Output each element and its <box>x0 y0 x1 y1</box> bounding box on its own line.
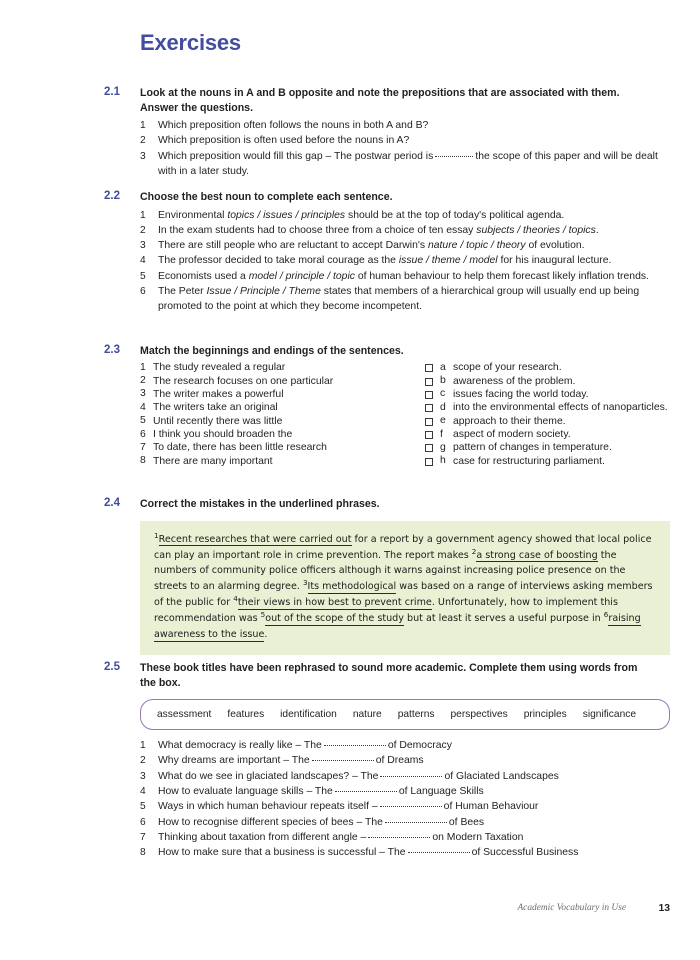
item-pre: Economists used a <box>158 270 249 282</box>
item-pre: The Peter <box>158 285 207 297</box>
item-marker: 7 <box>140 441 146 453</box>
exercise-2-3 <box>104 344 670 475</box>
item-text: There are many important <box>153 455 273 467</box>
item-post: of evolution. <box>525 240 585 252</box>
item-marker: 2 <box>140 224 146 236</box>
exercise-rubric: Correct the mistakes in the underlined phrases. <box>140 498 380 510</box>
item-marker: 8 <box>140 847 146 859</box>
item-text: awareness of the problem. <box>453 375 576 387</box>
item-text: scope of your research. <box>453 362 562 374</box>
item-marker: d <box>440 401 446 413</box>
item-post: for his inaugural lecture. <box>497 255 612 267</box>
item-marker: 2 <box>140 755 146 767</box>
exercise-2-1 <box>104 86 670 180</box>
item-marker: 1 <box>140 120 146 132</box>
exercise-rubric: Match the beginnings and endings of the sentences. <box>140 345 404 357</box>
item-text: Which preposition is often used before the nouns in A? <box>158 135 410 147</box>
item-text-after: of Human Behaviour <box>443 801 539 813</box>
error-marker: 6 <box>603 610 609 620</box>
table-row <box>140 430 410 443</box>
item-marker: c <box>440 388 446 400</box>
word-bank-item[interactable]: significance <box>582 709 636 721</box>
question-list <box>140 119 670 179</box>
underlined-phrase[interactable]: a strong case of boosting <box>476 549 598 561</box>
underlined-phrase[interactable]: raising awareness to the issue <box>154 613 641 641</box>
exercise-2-2 <box>104 190 670 315</box>
choice-options[interactable]: nature / topic / theory <box>427 240 526 252</box>
item-post: should be at the top of today's political agenda. <box>345 209 565 221</box>
matching-beginnings-column <box>140 363 410 470</box>
item-text-after: of Language Skills <box>398 786 484 798</box>
exercise-number: 2.2 <box>104 190 120 202</box>
list-item <box>140 285 670 315</box>
item-text-after: the scope of this paper and will be dealt with in a later study. <box>158 150 658 177</box>
page-footer <box>0 903 700 923</box>
table-row <box>140 456 410 469</box>
item-text: Until recently there was little <box>153 415 283 427</box>
word-bank <box>140 699 670 730</box>
answer-gap[interactable] <box>435 156 473 157</box>
answer-gap[interactable] <box>368 837 430 838</box>
item-text-before: What democracy is really like – The <box>158 740 322 752</box>
item-text-after: of Democracy <box>387 740 452 752</box>
item-text: into the environmental effects of nanoparticles. <box>453 402 668 414</box>
match-checkbox[interactable] <box>425 391 433 399</box>
list-item <box>140 224 670 239</box>
match-checkbox[interactable] <box>425 378 433 386</box>
exercise-rubric: These book titles have been rephrased to sound more academic. Complete them using words from the box. <box>140 662 638 689</box>
passage-text: . Unfortunately, how to implement this recommendation was <box>154 597 618 625</box>
choice-options[interactable]: Issue / Principle / Theme <box>206 285 321 297</box>
table-row <box>140 403 410 416</box>
page-title: Exercises <box>140 30 241 55</box>
item-text: pattern of changes in temperature. <box>453 442 612 454</box>
answer-gap[interactable] <box>380 806 442 807</box>
item-marker: 2 <box>140 375 146 386</box>
item-text: The writers take an original <box>153 402 278 414</box>
list-item <box>140 816 670 831</box>
table-row <box>425 403 700 416</box>
item-text-after: on Modern Taxation <box>432 831 524 843</box>
answer-gap[interactable] <box>380 776 442 777</box>
item-text-before: How to make sure that a business is successful – The <box>158 847 406 859</box>
exercise-rubric: Look at the nouns in A and B opposite and note the prepositions that are associated with them. Answer the questions. <box>140 87 620 114</box>
word-bank-item[interactable]: principles <box>523 709 567 721</box>
list-item <box>140 739 670 754</box>
item-marker: 3 <box>140 770 146 782</box>
answer-gap[interactable] <box>385 822 447 823</box>
page-number: 13 <box>658 903 670 914</box>
list-item <box>140 239 670 254</box>
table-row <box>425 376 700 389</box>
item-text-before: Thinking about taxation from different angle – <box>158 831 367 843</box>
item-marker: f <box>440 428 443 440</box>
item-text: The research focuses on one particular <box>153 375 334 387</box>
error-marker: 5 <box>260 610 266 620</box>
item-text: approach to their theme. <box>453 415 566 427</box>
item-marker: 7 <box>140 831 146 843</box>
item-marker: h <box>440 455 446 467</box>
word-bank-item[interactable]: assessment <box>157 709 212 721</box>
word-bank-item[interactable]: identification <box>280 709 337 721</box>
matching-endings-column <box>425 363 700 470</box>
item-pre: The professor decided to take moral courage as the <box>158 255 399 267</box>
match-checkbox[interactable] <box>425 404 433 412</box>
answer-gap[interactable] <box>324 745 386 746</box>
item-text-after: of Dreams <box>375 755 424 767</box>
passage-text-box <box>140 521 670 655</box>
item-post: . <box>595 224 599 236</box>
table-row <box>140 416 410 429</box>
passage-text: was based on a range of interviews asking members of the public for <box>154 581 653 609</box>
underlined-phrase[interactable]: out of the scope of the study <box>265 613 404 625</box>
item-marker: 6 <box>140 816 146 828</box>
list-item <box>140 209 670 224</box>
table-row <box>425 456 700 469</box>
table-row <box>425 416 700 429</box>
choice-options[interactable]: topics / issues / principles <box>227 209 346 221</box>
choice-options[interactable]: subjects / theories / topics <box>476 224 596 236</box>
item-pre: Environmental <box>158 209 228 221</box>
list-item <box>140 270 670 285</box>
item-marker: 5 <box>140 270 146 282</box>
list-item <box>140 846 670 861</box>
table-row <box>140 376 410 389</box>
item-marker: g <box>440 441 446 453</box>
match-checkbox[interactable] <box>425 364 433 372</box>
answer-gap[interactable] <box>408 852 470 853</box>
underlined-phrase[interactable]: Its methodological <box>307 581 397 593</box>
item-marker: 5 <box>140 801 146 813</box>
table-row <box>425 430 700 443</box>
passage-text: . <box>264 629 268 641</box>
item-pre: There are still people who are reluctant to accept Darwin's <box>158 240 428 252</box>
matching-grid <box>140 363 670 475</box>
item-marker: 3 <box>140 388 146 400</box>
book-title: Academic Vocabulary in Use <box>517 903 626 913</box>
exercise-number: 2.5 <box>104 661 120 673</box>
item-marker: 1 <box>140 740 146 752</box>
passage-text: for a report by a government agency showed that local police can play an important role in crime prevention. The report makes <box>154 533 652 561</box>
list-item <box>140 254 670 269</box>
list-item <box>140 785 670 800</box>
word-bank-item[interactable]: features <box>227 709 265 721</box>
list-item <box>140 150 670 180</box>
list-item <box>140 119 670 134</box>
item-marker: 4 <box>140 255 146 267</box>
item-pre: In the exam students had to choose three from a choice of ten essay <box>158 224 477 236</box>
item-marker: 4 <box>140 401 146 413</box>
table-row <box>140 443 410 456</box>
item-text: The writer makes a powerful <box>153 388 284 400</box>
item-marker: 8 <box>140 455 146 467</box>
choice-options[interactable]: issue / theme / model <box>398 255 498 267</box>
match-checkbox[interactable] <box>425 418 433 426</box>
item-marker: a <box>440 361 446 373</box>
item-marker: 2 <box>140 135 146 147</box>
item-text: aspect of modern society. <box>453 429 571 441</box>
item-marker: 1 <box>140 361 146 373</box>
item-marker: 3 <box>140 150 146 162</box>
table-row <box>425 443 700 456</box>
list-item <box>140 770 670 785</box>
error-marker: 2 <box>471 546 477 556</box>
match-checkbox[interactable] <box>425 431 433 439</box>
item-marker: 4 <box>140 786 146 798</box>
list-item <box>140 800 670 815</box>
exercise-2-5 <box>104 661 670 861</box>
passage-text: but at least it serves a useful purpose in <box>403 613 604 625</box>
word-bank-item[interactable]: nature <box>352 709 382 721</box>
item-marker: e <box>440 415 446 427</box>
item-marker: 6 <box>140 285 146 297</box>
word-bank-item[interactable]: patterns <box>397 709 435 721</box>
list-item <box>140 134 670 149</box>
item-text: I think you should broaden the <box>153 429 293 441</box>
list-item <box>140 831 670 846</box>
match-checkbox[interactable] <box>425 444 433 452</box>
exercise-number: 2.1 <box>104 86 120 98</box>
item-marker: 3 <box>140 240 146 252</box>
error-marker: 3 <box>302 578 308 588</box>
item-post: of human behaviour to help them forecast likely inflation trends. <box>354 270 649 282</box>
item-post: states that members of a hierarchical group will usually end up being promoted to the point at which they become incompetent. <box>158 285 640 312</box>
item-marker: 1 <box>140 209 146 221</box>
answer-gap[interactable] <box>312 760 374 761</box>
item-text-after: of Glaciated Landscapes <box>444 770 559 782</box>
item-text: To date, there has been little research <box>153 442 327 454</box>
table-row <box>425 363 700 376</box>
item-marker: 6 <box>140 428 146 440</box>
table-row <box>140 389 410 402</box>
match-checkbox[interactable] <box>425 458 433 466</box>
item-text: issues facing the world today. <box>453 388 589 400</box>
item-text: Which preposition often follows the nouns in both A and B? <box>158 120 429 132</box>
item-text: The study revealed a regular <box>153 362 286 374</box>
item-text: case for restructuring parliament. <box>453 455 605 467</box>
item-text-before: How to recognise different species of bees – The <box>158 816 383 828</box>
exercise-rubric: Choose the best noun to complete each sentence. <box>140 191 393 203</box>
item-text-before: Why dreams are important – The <box>158 755 310 767</box>
underlined-phrase[interactable]: their views in how best to prevent crime <box>237 597 432 609</box>
item-text-before: How to evaluate language skills – The <box>158 786 333 798</box>
table-row <box>425 389 700 402</box>
choice-options[interactable]: model / principle / topic <box>248 270 355 282</box>
passage-text: the numbers of community police officers although it warns against increasing police presence on the streets to an alarming degree. <box>154 549 626 593</box>
table-row <box>140 363 410 376</box>
exercise-2-4 <box>104 497 670 655</box>
question-list <box>140 209 670 315</box>
item-text-after: of Bees <box>448 816 485 828</box>
item-marker: 5 <box>140 415 146 427</box>
error-marker: 4 <box>233 594 238 604</box>
item-text-before: Which preposition would fill this gap – The postwar period is <box>158 150 434 162</box>
error-marker: 1 <box>154 530 159 540</box>
list-item <box>140 754 670 769</box>
item-text-before: Ways in which human behaviour repeats itself – <box>158 801 378 813</box>
exercise-number: 2.4 <box>104 497 120 509</box>
item-text-before: What do we see in glaciated landscapes? – The <box>158 770 379 782</box>
item-text-after: of Successful Business <box>471 847 579 859</box>
question-list <box>140 739 670 861</box>
item-marker: b <box>440 375 446 386</box>
answer-gap[interactable] <box>335 791 397 792</box>
word-bank-item[interactable]: perspectives <box>450 709 508 721</box>
exercise-number: 2.3 <box>104 344 120 356</box>
underlined-phrase[interactable]: Recent researches that were carried out <box>158 533 352 545</box>
